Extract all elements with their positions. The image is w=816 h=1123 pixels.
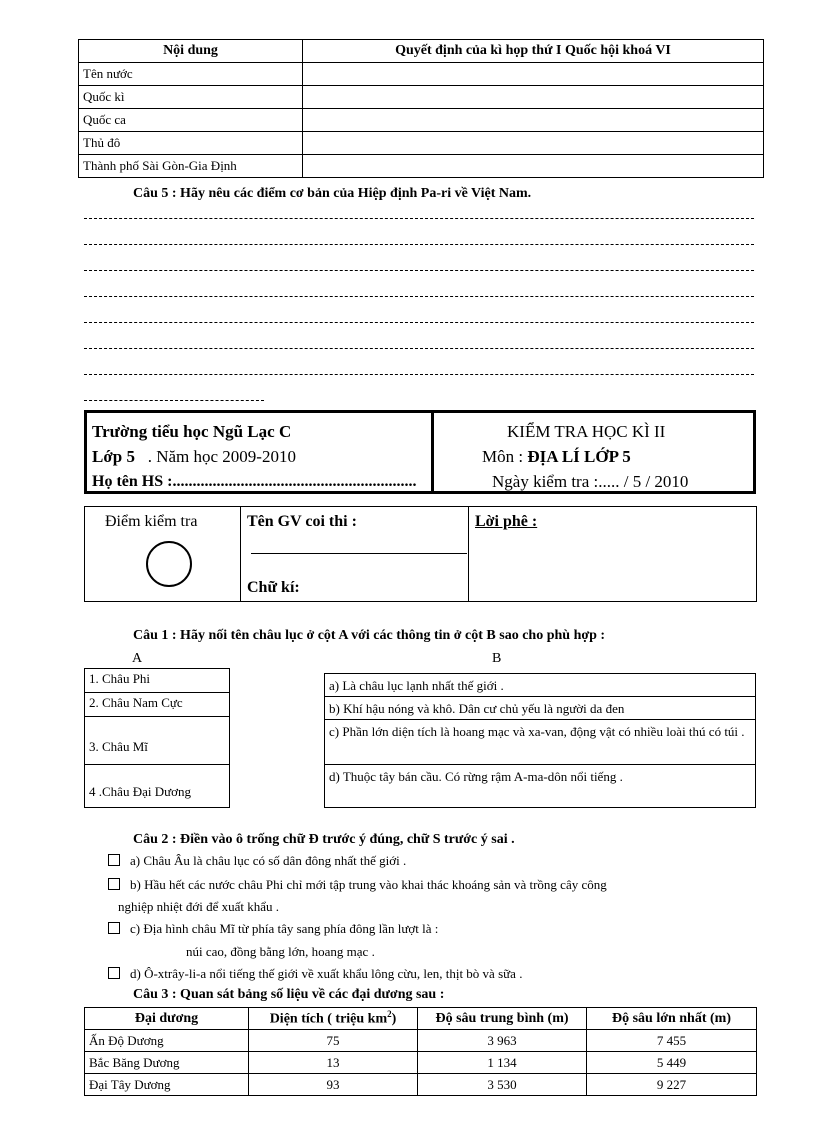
- answer-cell[interactable]: [303, 132, 764, 155]
- table-header: Độ sâu trung bình (m): [418, 1008, 587, 1030]
- table-row: [79, 155, 764, 178]
- answer-line[interactable]: [84, 296, 754, 297]
- answer-line[interactable]: [84, 322, 754, 323]
- subject: Môn : ĐỊA LÍ LỚP 5: [482, 447, 631, 466]
- table-header: Diện tích ( triệu $km^2$): [249, 1008, 418, 1030]
- question-3: Câu 3 : Quan sát bảng số liệu về các đại dương sau :: [133, 987, 445, 1002]
- exam-date: Ngày kiểm tra :..... / 5 / 2010: [492, 472, 689, 491]
- table-row: [79, 86, 764, 109]
- table-row: Ấn Độ Dương 75 3 963 7 455: [85, 1030, 757, 1052]
- table-row: Đại Tây Dương 93 3 530 9 227: [85, 1074, 757, 1096]
- question-2: Câu 2 : Điền vào ô trống chữ Đ trước ý đúng, chữ S trước ý sai .: [133, 832, 515, 847]
- table-row: [79, 63, 764, 86]
- column-a: [84, 668, 230, 808]
- list-item[interactable]: c) Phần lớn diện tích là hoang mạc và xa-van, động vật có nhiều loài thú có túi .: [325, 720, 755, 765]
- answer-line[interactable]: [84, 270, 754, 271]
- list-item[interactable]: 4 .Châu Đại Dương: [89, 784, 192, 799]
- table-row: [79, 109, 764, 132]
- row-label: Thành phố Sài Gòn-Gia Định: [79, 155, 303, 178]
- list-item[interactable]: a) Là châu lục lạnh nhất thế giới .: [325, 674, 755, 697]
- student-name-field[interactable]: Họ tên HS :.............................................................: [92, 473, 417, 490]
- answer-line[interactable]: [84, 348, 754, 349]
- exam-title: KIỂM TRA HỌC KÌ II: [507, 422, 666, 441]
- question-5: Câu 5 : Hãy nêu các điểm cơ bản của Hiệp định Pa-ri về Việt Nam.: [133, 186, 532, 201]
- table-row: [79, 132, 764, 155]
- list-item[interactable]: 2. Châu Nam Cực: [85, 693, 229, 717]
- row-label: Quốc ca: [79, 109, 303, 132]
- school-name: Trường tiểu học Ngũ Lạc C: [92, 422, 292, 441]
- checkbox[interactable]: [108, 854, 120, 866]
- row-label: Tên nước: [79, 63, 303, 86]
- teacher-label: Tên GV coi thi :: [247, 513, 357, 530]
- teacher-line[interactable]: [251, 553, 467, 554]
- answer-cell[interactable]: [303, 109, 764, 132]
- answer-cell[interactable]: [303, 86, 764, 109]
- statement-b: b) Hầu hết các nước châu Phi chỉ mới tập trung vào khai thác khoáng sản và trồng cây công: [108, 877, 607, 893]
- statement-b-cont: nghiệp nhiệt đới để xuất khẩu .: [118, 899, 280, 914]
- list-item[interactable]: d) Thuộc tây bán cầu. Có rừng rậm A-ma-dôn nổi tiếng .: [329, 769, 623, 784]
- checkbox[interactable]: [108, 922, 120, 934]
- statement-d: d) Ô-xtrây-li-a nổi tiếng thế giới về xuất khẩu lông cừu, len, thịt bò và sữa .: [108, 966, 522, 982]
- table-header: Quyết định của kì họp thứ I Quốc hội khoá VI: [303, 40, 764, 63]
- column-b: [324, 673, 756, 808]
- answer-cell[interactable]: [303, 155, 764, 178]
- checkbox[interactable]: [108, 878, 120, 890]
- answer-line[interactable]: [84, 374, 754, 375]
- row-label: Quốc kì: [79, 86, 303, 109]
- checkbox[interactable]: [108, 967, 120, 979]
- ocean-table: [84, 1007, 757, 1096]
- signature-label: Chữ kí:: [247, 579, 300, 596]
- statement-c: c) Địa hình châu Mĩ từ phía tây sang phía đông lần lượt là :: [108, 921, 438, 937]
- table-row: Bắc Băng Dương 13 1 134 5 449: [85, 1052, 757, 1074]
- answer-line[interactable]: [84, 218, 754, 219]
- answer-line[interactable]: [84, 244, 754, 245]
- column-b-label: B: [492, 651, 502, 666]
- row-label: Thủ đô: [79, 132, 303, 155]
- score-label: Điểm kiểm tra: [105, 513, 198, 530]
- question-1: Câu 1 : Hãy nối tên châu lục ở cột A với các thông tin ở cột B sao cho phù hợp :: [133, 628, 606, 643]
- exam-header: [84, 410, 756, 494]
- class-year: Lớp 5 . Năm học 2009-2010: [92, 447, 296, 466]
- table-header: Đại dương: [85, 1008, 249, 1030]
- list-item[interactable]: 1. Châu Phi: [85, 669, 229, 693]
- resolution-table: [78, 39, 764, 178]
- statement-c-cont: núi cao, đồng bằng lớn, hoang mạc .: [186, 944, 375, 959]
- table-header: Nội dung: [79, 40, 303, 63]
- table-header: Độ sâu lớn nhất (m): [587, 1008, 757, 1030]
- statement-a: a) Châu Âu là châu lục có số dân đông nhất thế giới .: [108, 853, 406, 869]
- list-item[interactable]: b) Khí hậu nóng và khô. Dân cư chủ yếu là người da đen: [325, 697, 755, 720]
- score-circle[interactable]: [146, 541, 192, 587]
- answer-line[interactable]: [84, 400, 264, 401]
- list-item[interactable]: 3. Châu Mĩ: [85, 717, 229, 765]
- answer-cell[interactable]: [303, 63, 764, 86]
- column-a-label: A: [132, 651, 143, 666]
- comment-label: Lời phê :: [475, 513, 538, 530]
